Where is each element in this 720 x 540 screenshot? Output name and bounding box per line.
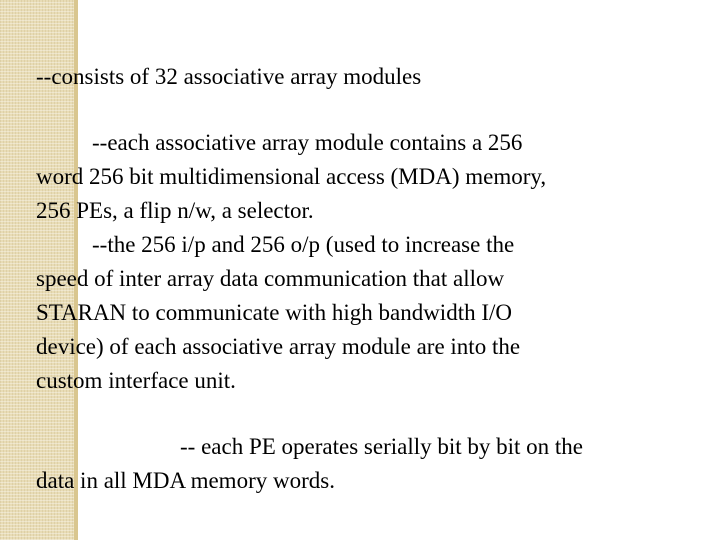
- text-line-4: 256 PEs, a flip n/w, a selector.: [36, 198, 314, 223]
- text-line-8: device) of each associative array module are into the: [36, 334, 521, 359]
- text-line-1: --consists of 32 associative array modules: [36, 64, 422, 89]
- text-line-10: -- each PE operates serially bit by bit on the: [180, 434, 584, 459]
- text-line-11: data in all MDA memory words.: [36, 468, 335, 493]
- text-line-9: custom interface unit.: [36, 368, 236, 393]
- text-line-3: word 256 bit multidimensional access (MDA) memory,: [36, 164, 547, 189]
- text-line-7: STARAN to communicate with high bandwidth I/O: [36, 300, 512, 325]
- text-line-2: --each associative array module contains a 256: [92, 130, 523, 155]
- text-line-5: --the 256 i/p and 256 o/p (used to increase the: [92, 232, 515, 257]
- text-line-6: speed of inter array data communication that allow: [36, 266, 505, 291]
